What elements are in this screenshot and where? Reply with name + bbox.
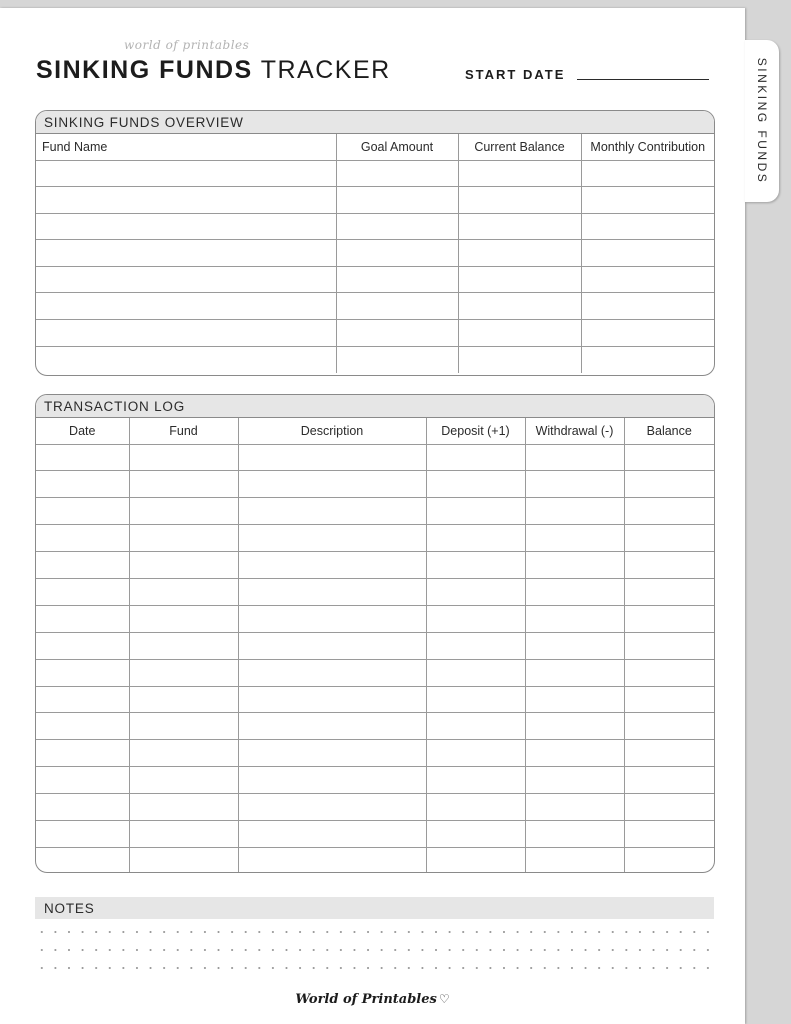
table-cell[interactable] — [336, 266, 458, 293]
table-cell[interactable] — [525, 444, 624, 471]
table-cell[interactable] — [238, 471, 426, 498]
table-row — [36, 740, 714, 767]
table-cell[interactable] — [581, 160, 714, 187]
col-balance: Balance — [624, 418, 714, 444]
table-cell[interactable] — [36, 659, 129, 686]
table-cell[interactable] — [36, 632, 129, 659]
table-cell[interactable] — [36, 552, 129, 579]
table-cell[interactable] — [624, 847, 714, 873]
transaction-heading: TRANSACTION LOG — [36, 395, 714, 418]
table-cell[interactable] — [525, 552, 624, 579]
table-cell[interactable] — [426, 713, 525, 740]
page-title — [36, 56, 391, 85]
table-cell[interactable] — [36, 605, 129, 632]
table-cell[interactable] — [525, 471, 624, 498]
table-cell[interactable] — [129, 444, 238, 471]
table-row — [36, 498, 714, 525]
table-cell[interactable] — [426, 794, 525, 821]
table-cell[interactable] — [458, 266, 581, 293]
table-cell[interactable] — [458, 320, 581, 347]
table-cell[interactable] — [129, 767, 238, 794]
table-cell[interactable] — [238, 794, 426, 821]
table-cell[interactable] — [336, 160, 458, 187]
table-cell[interactable] — [238, 605, 426, 632]
table-cell[interactable] — [238, 659, 426, 686]
table-row — [36, 471, 714, 498]
table-cell[interactable] — [624, 552, 714, 579]
notes-dot-row — [35, 930, 715, 934]
table-cell[interactable] — [525, 794, 624, 821]
table-cell[interactable] — [525, 820, 624, 847]
table-cell[interactable] — [426, 525, 525, 552]
table-cell[interactable] — [426, 605, 525, 632]
table-row — [36, 605, 714, 632]
table-cell[interactable] — [336, 346, 458, 373]
table-row — [36, 240, 714, 267]
table-cell[interactable] — [458, 213, 581, 240]
side-tab-label: SINKING FUNDS — [755, 57, 769, 185]
col-monthly-contribution: Monthly Contribution — [581, 134, 714, 160]
table-cell[interactable] — [624, 605, 714, 632]
table-cell[interactable] — [238, 847, 426, 873]
table-row — [36, 444, 714, 471]
table-cell[interactable] — [238, 525, 426, 552]
table-cell[interactable] — [129, 820, 238, 847]
table-cell[interactable] — [129, 632, 238, 659]
table-row — [36, 160, 714, 187]
table-cell[interactable] — [336, 187, 458, 214]
table-cell[interactable] — [458, 187, 581, 214]
table-cell[interactable] — [525, 686, 624, 713]
table-cell[interactable] — [426, 498, 525, 525]
table-cell[interactable] — [426, 740, 525, 767]
table-cell[interactable] — [36, 471, 129, 498]
table-cell[interactable] — [36, 187, 336, 214]
transaction-table — [36, 418, 714, 873]
table-row — [36, 632, 714, 659]
table-cell[interactable] — [525, 740, 624, 767]
table-cell[interactable] — [129, 713, 238, 740]
table-cell[interactable] — [525, 605, 624, 632]
table-cell[interactable] — [129, 525, 238, 552]
table-cell[interactable] — [624, 767, 714, 794]
table-cell[interactable] — [36, 847, 129, 873]
table-cell[interactable] — [238, 578, 426, 605]
table-row — [36, 187, 714, 214]
table-cell[interactable] — [458, 240, 581, 267]
table-cell[interactable] — [426, 552, 525, 579]
table-cell[interactable] — [581, 293, 714, 320]
table-cell[interactable] — [36, 240, 336, 267]
table-cell[interactable] — [624, 471, 714, 498]
table-cell[interactable] — [624, 578, 714, 605]
table-cell[interactable] — [36, 213, 336, 240]
table-cell[interactable] — [129, 686, 238, 713]
table-row — [36, 686, 714, 713]
table-cell[interactable] — [426, 820, 525, 847]
table-row — [36, 820, 714, 847]
col-description: Description — [238, 418, 426, 444]
table-row — [36, 552, 714, 579]
col-fund-name: Fund Name — [36, 134, 336, 160]
notes-dot-grid[interactable] — [35, 930, 715, 984]
start-date-field[interactable] — [577, 79, 709, 80]
table-cell[interactable] — [238, 498, 426, 525]
table-cell[interactable] — [624, 794, 714, 821]
table-cell[interactable] — [36, 578, 129, 605]
table-cell[interactable] — [426, 471, 525, 498]
table-cell[interactable] — [624, 659, 714, 686]
table-row — [36, 578, 714, 605]
table-cell[interactable] — [624, 686, 714, 713]
table-row — [36, 713, 714, 740]
notes-heading: NOTES — [35, 897, 714, 919]
table-cell[interactable] — [36, 444, 129, 471]
table-cell[interactable] — [129, 578, 238, 605]
table-cell[interactable] — [129, 794, 238, 821]
table-cell[interactable] — [36, 820, 129, 847]
table-cell[interactable] — [336, 213, 458, 240]
notes-dot-row — [35, 948, 715, 952]
table-row — [36, 266, 714, 293]
overview-heading: SINKING FUNDS OVERVIEW — [36, 111, 714, 134]
title-bold: SINKING FUNDS — [36, 56, 253, 84]
table-row — [36, 293, 714, 320]
table-cell[interactable] — [624, 713, 714, 740]
table-row — [36, 767, 714, 794]
table-cell[interactable] — [458, 346, 581, 373]
table-cell[interactable] — [426, 686, 525, 713]
table-cell[interactable] — [581, 346, 714, 373]
title-light: TRACKER — [260, 56, 391, 84]
side-tab[interactable] — [745, 40, 779, 202]
table-cell[interactable] — [458, 160, 581, 187]
table-cell[interactable] — [581, 320, 714, 347]
table-row — [36, 320, 714, 347]
table-cell[interactable] — [238, 820, 426, 847]
table-cell[interactable] — [426, 767, 525, 794]
table-cell[interactable] — [458, 293, 581, 320]
table-cell[interactable] — [426, 444, 525, 471]
table-row — [36, 794, 714, 821]
table-cell[interactable] — [238, 444, 426, 471]
col-date: Date — [36, 418, 129, 444]
table-cell[interactable] — [336, 240, 458, 267]
table-cell[interactable] — [336, 320, 458, 347]
table-cell[interactable] — [624, 525, 714, 552]
table-cell[interactable] — [624, 820, 714, 847]
table-cell[interactable] — [624, 632, 714, 659]
table-cell[interactable] — [36, 266, 336, 293]
table-cell[interactable] — [426, 847, 525, 873]
heart-icon: ♡ — [438, 992, 450, 1006]
table-cell[interactable] — [525, 632, 624, 659]
notes-dot-row — [35, 966, 715, 970]
col-withdrawal: Withdrawal (-) — [525, 418, 624, 444]
start-date-label: START DATE — [465, 67, 566, 82]
table-cell[interactable] — [581, 187, 714, 214]
table-cell[interactable] — [624, 740, 714, 767]
col-deposit: Deposit (+1) — [426, 418, 525, 444]
table-cell[interactable] — [36, 767, 129, 794]
table-cell[interactable] — [238, 552, 426, 579]
table-cell[interactable] — [426, 632, 525, 659]
table-cell[interactable] — [129, 552, 238, 579]
table-cell[interactable] — [129, 498, 238, 525]
table-row — [36, 847, 714, 873]
table-cell[interactable] — [426, 578, 525, 605]
table-cell[interactable] — [581, 213, 714, 240]
table-cell[interactable] — [581, 266, 714, 293]
table-cell[interactable] — [36, 498, 129, 525]
table-cell[interactable] — [525, 525, 624, 552]
table-cell[interactable] — [624, 498, 714, 525]
footer-brand-logo — [0, 992, 745, 1007]
table-cell[interactable] — [525, 659, 624, 686]
table-cell[interactable] — [129, 847, 238, 873]
brand-script-logo: world of printables — [124, 38, 250, 52]
table-row — [36, 213, 714, 240]
overview-table — [36, 134, 714, 373]
table-cell[interactable] — [36, 525, 129, 552]
col-current-balance: Current Balance — [458, 134, 581, 160]
table-cell[interactable] — [36, 713, 129, 740]
table-cell[interactable] — [525, 847, 624, 873]
table-cell[interactable] — [238, 686, 426, 713]
table-cell[interactable] — [238, 767, 426, 794]
table-cell[interactable] — [525, 578, 624, 605]
table-cell[interactable] — [36, 160, 336, 187]
table-cell[interactable] — [238, 713, 426, 740]
table-cell[interactable] — [238, 632, 426, 659]
table-row — [36, 659, 714, 686]
table-cell[interactable] — [129, 471, 238, 498]
table-cell[interactable] — [525, 498, 624, 525]
table-cell[interactable] — [129, 605, 238, 632]
table-cell[interactable] — [36, 740, 129, 767]
table-cell[interactable] — [36, 320, 336, 347]
table-row — [36, 525, 714, 552]
table-cell[interactable] — [36, 346, 336, 373]
col-goal-amount: Goal Amount — [336, 134, 458, 160]
table-cell[interactable] — [129, 659, 238, 686]
col-fund: Fund — [129, 418, 238, 444]
table-cell[interactable] — [426, 659, 525, 686]
table-cell[interactable] — [129, 740, 238, 767]
footer-brand-text: World of Printables — [295, 992, 437, 1007]
table-row — [36, 346, 714, 373]
table-cell[interactable] — [36, 293, 336, 320]
table-cell[interactable] — [336, 293, 458, 320]
table-cell[interactable] — [36, 794, 129, 821]
table-cell[interactable] — [581, 240, 714, 267]
transaction-section — [35, 394, 715, 873]
table-cell[interactable] — [36, 686, 129, 713]
table-cell[interactable] — [624, 444, 714, 471]
table-cell[interactable] — [525, 767, 624, 794]
table-cell[interactable] — [238, 740, 426, 767]
table-cell[interactable] — [525, 713, 624, 740]
overview-section — [35, 110, 715, 376]
